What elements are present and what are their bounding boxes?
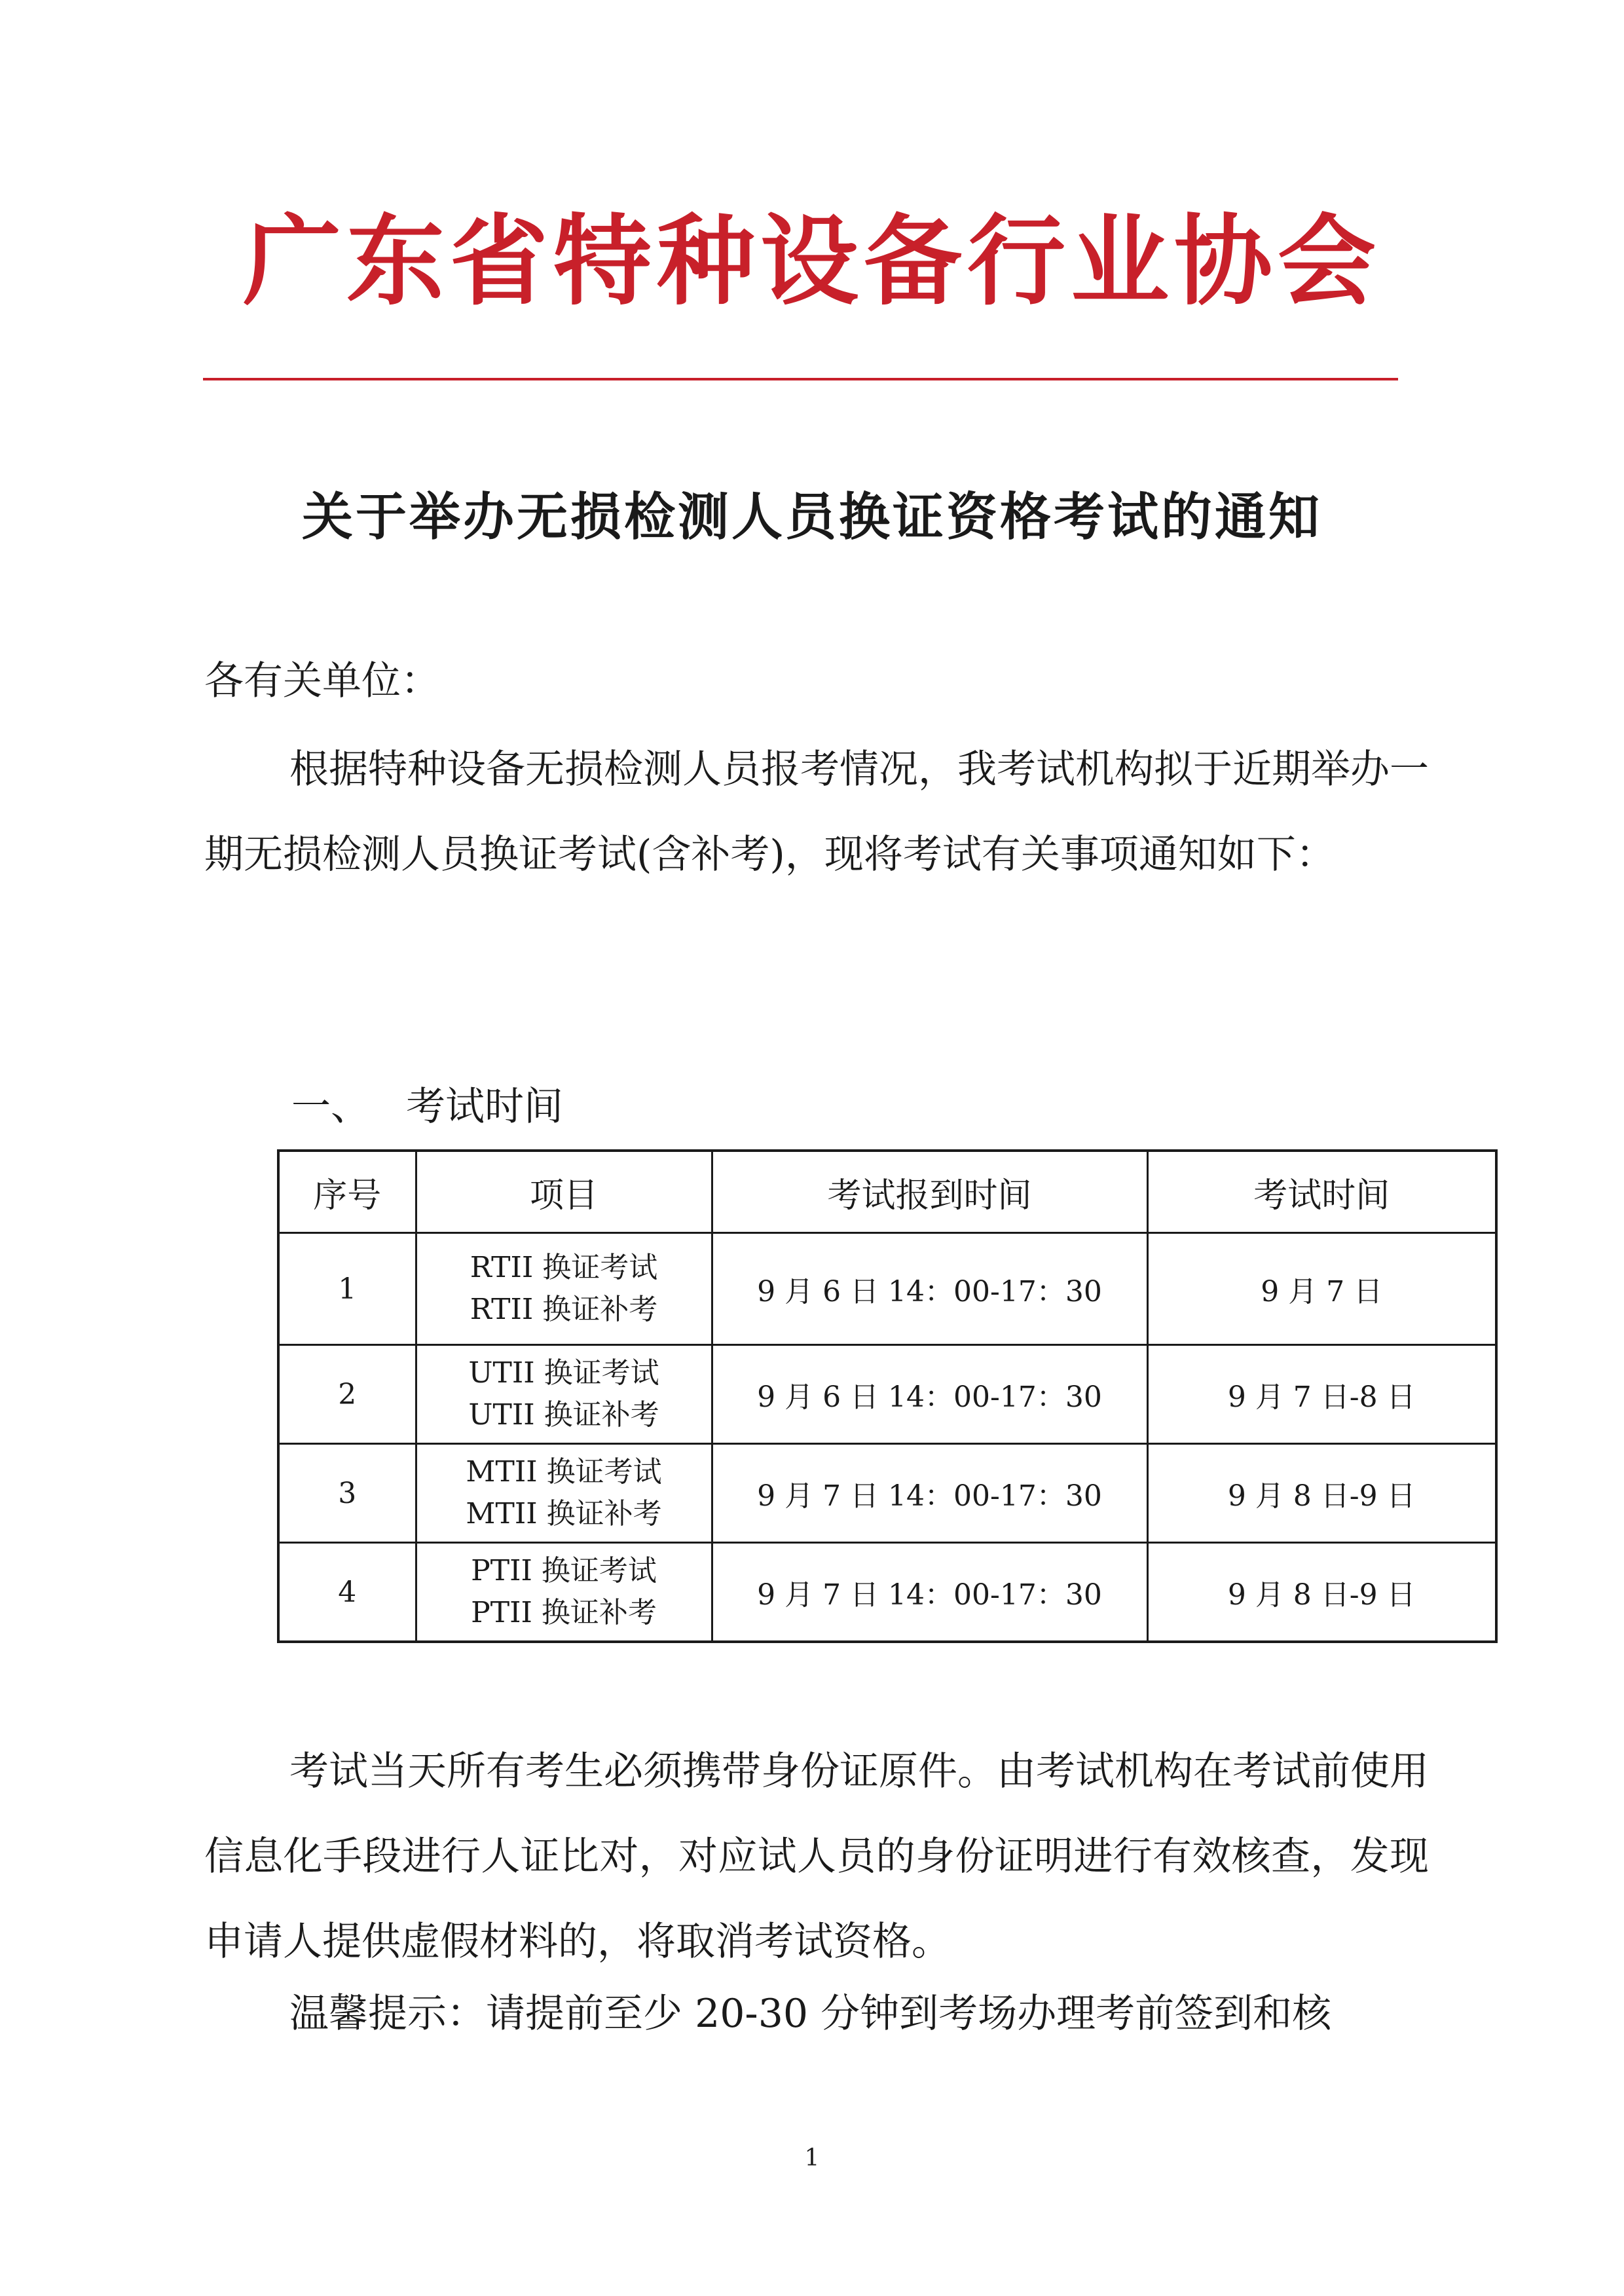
intro-paragraph: 根据特种设备无损检测人员报考情况，我考试机构拟于近期举办一期无损检测人员换证考试(含补考)，现将考试有关事项通知如下： (204, 747, 1429, 878)
exam-item-line: PTII 换证补考 (471, 1596, 657, 1629)
section-title: 考试时间 (406, 1084, 563, 1130)
table-row (278, 1543, 1496, 1642)
organization-name: 广东省特种设备行业协会 (242, 205, 1381, 319)
table-row (278, 1233, 1496, 1345)
column-header-no: 序号 (278, 1151, 416, 1233)
section-heading (291, 1067, 563, 1146)
row-number: 1 (278, 1233, 416, 1345)
exam-item-line: UTII 换证补考 (468, 1398, 659, 1432)
id-verification-paragraph: 考试当天所有考生必须携带身份证原件。由考试机构在考试前使用信息化手段进行人证比对，对应试人员的身份证明进行有效核查，发现申请人提供虚假材料的，将取消考试资格。 (204, 1749, 1429, 1965)
exam-item (416, 1233, 712, 1345)
checkin-time: 9 月 6 日 14：00-17：30 (712, 1233, 1147, 1345)
column-header-checkin: 考试报到时间 (712, 1151, 1147, 1233)
column-header-exam-date: 考试时间 (1147, 1151, 1496, 1233)
checkin-time: 9 月 6 日 14：00-17：30 (712, 1345, 1147, 1444)
exam-item-line: MTII 换证考试 (466, 1455, 662, 1489)
exam-date: 9 月 7 日-8 日 (1147, 1345, 1496, 1444)
table-row (278, 1444, 1496, 1543)
checkin-time: 9 月 7 日 14：00-17：30 (712, 1543, 1147, 1642)
header-divider (203, 378, 1398, 380)
salutation: 各有关单位： (204, 658, 440, 704)
exam-item-line: PTII 换证考试 (471, 1554, 657, 1587)
exam-date: 9 月 7 日 (1147, 1233, 1496, 1345)
document-title: 关于举办无损检测人员换证资格考试的通知 (301, 487, 1322, 547)
exam-item (416, 1444, 712, 1543)
exam-date: 9 月 8 日-9 日 (1147, 1444, 1496, 1543)
exam-item-line: RTII 换证补考 (470, 1293, 658, 1326)
reminder-paragraph: 温馨提示：请提前至少 20-30 分钟到考场办理考前签到和核 (289, 1991, 1332, 2037)
row-number: 3 (278, 1444, 416, 1543)
row-number: 4 (278, 1543, 416, 1642)
section-number: 一、 (291, 1084, 370, 1130)
exam-item (416, 1543, 712, 1642)
column-header-item: 项目 (416, 1151, 712, 1233)
exam-item-line: UTII 换证考试 (468, 1356, 659, 1390)
page-number: 1 (804, 2145, 820, 2172)
row-number: 2 (278, 1345, 416, 1444)
exam-schedule-table (277, 1149, 1498, 1643)
exam-item (416, 1345, 712, 1444)
table-row (278, 1345, 1496, 1444)
exam-date: 9 月 8 日-9 日 (1147, 1543, 1496, 1642)
table-header-row (278, 1151, 1496, 1233)
checkin-time: 9 月 7 日 14：00-17：30 (712, 1444, 1147, 1543)
exam-item-line: RTII 换证考试 (470, 1251, 658, 1284)
exam-item-line: MTII 换证补考 (466, 1497, 662, 1530)
